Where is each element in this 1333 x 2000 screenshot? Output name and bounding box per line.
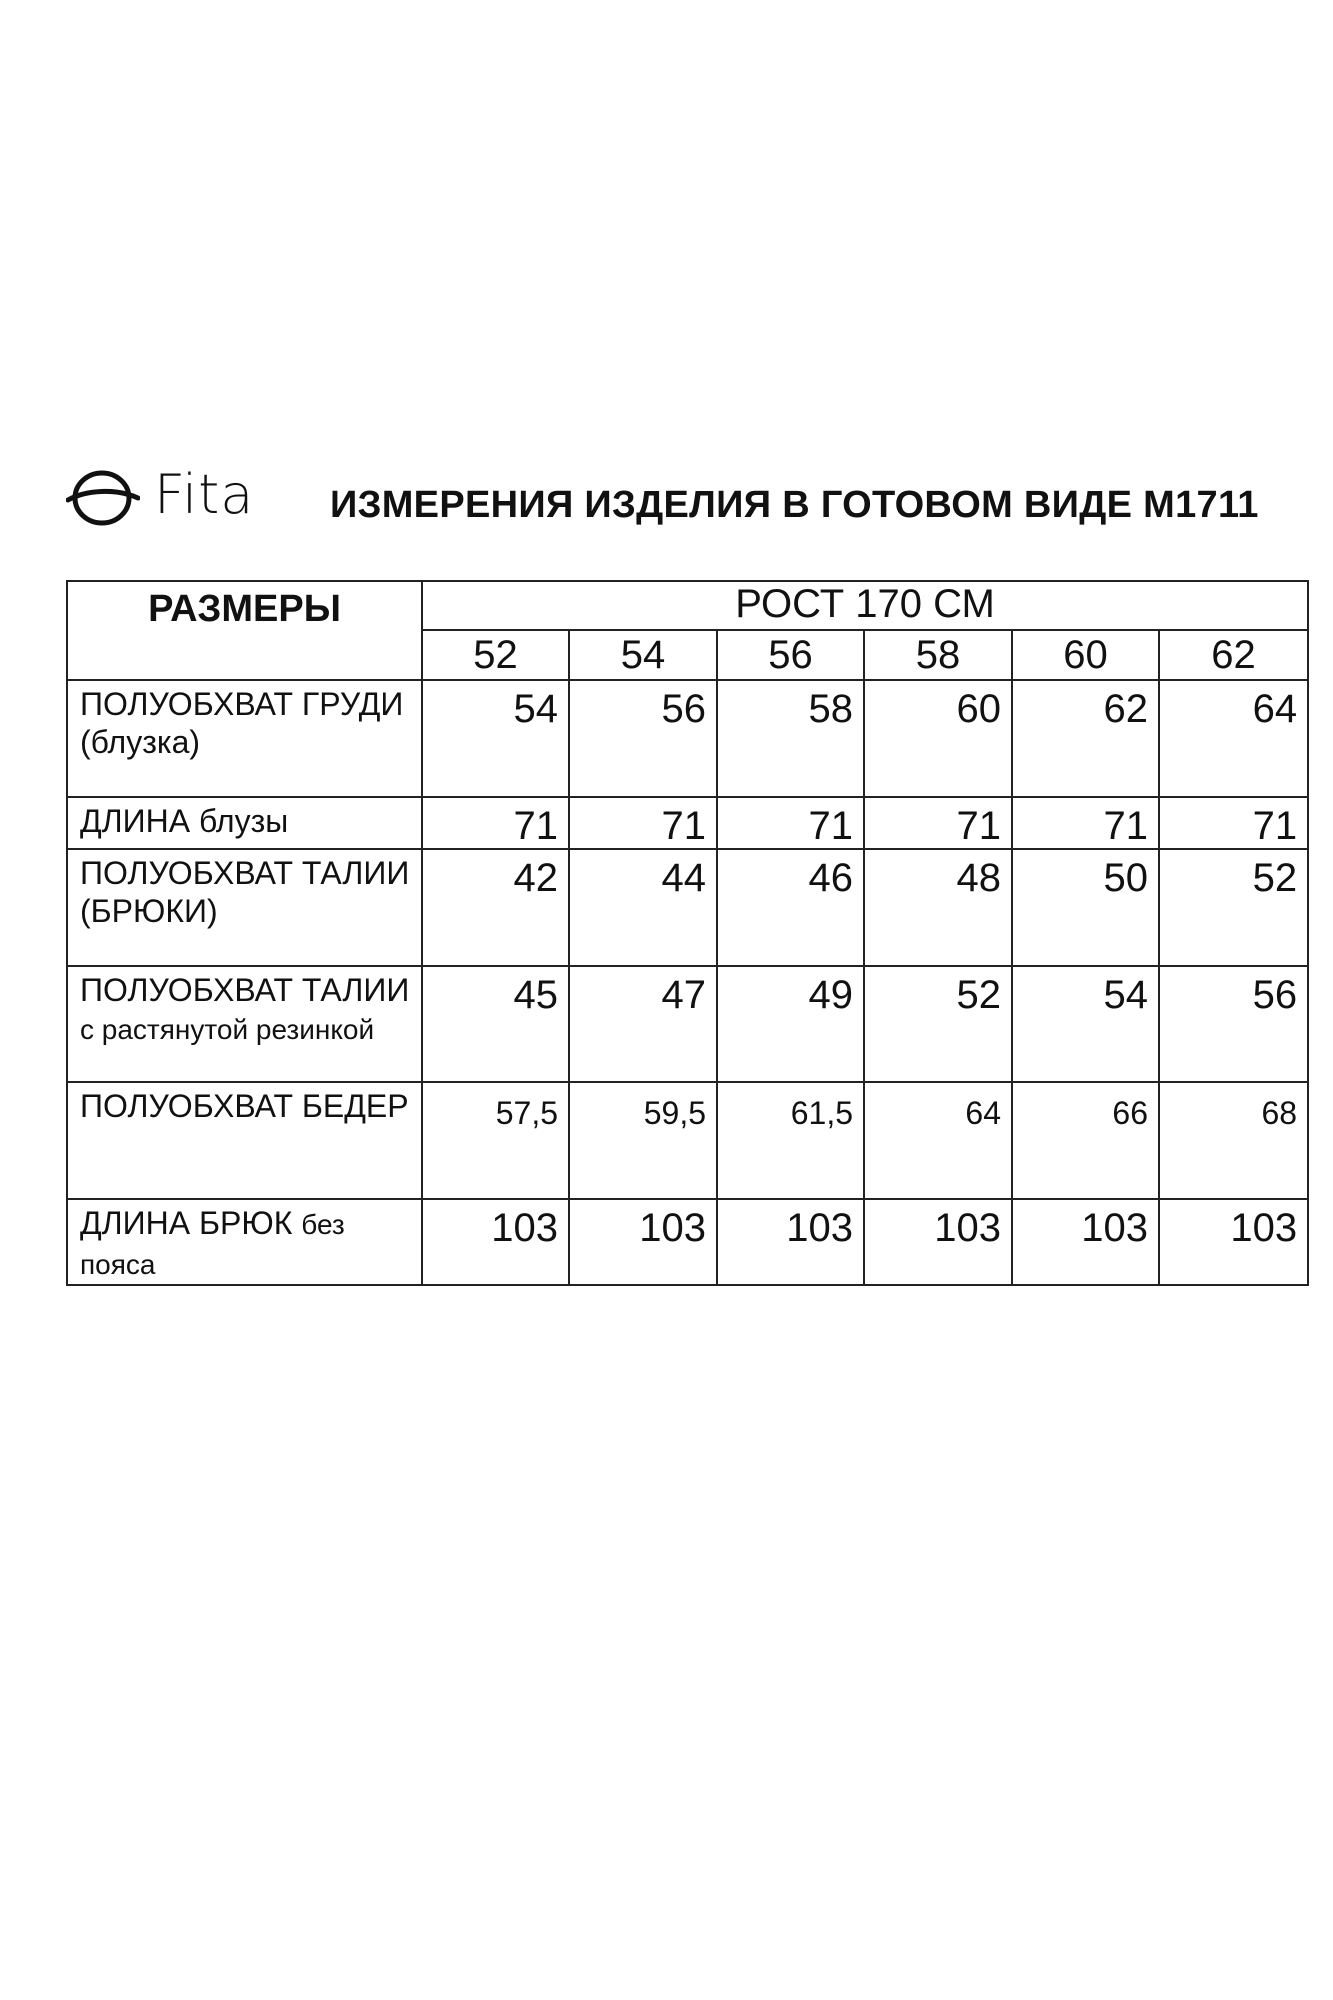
table-cell: 66 bbox=[1012, 1082, 1159, 1199]
table-cell: 56 bbox=[1159, 966, 1308, 1082]
table-cell: 103 bbox=[1159, 1199, 1308, 1285]
table-cell: 57,5 bbox=[422, 1082, 569, 1199]
row-label-main: ПОЛУОБХВАТ БЕДЕР bbox=[80, 1088, 409, 1124]
table-cell: 61,5 bbox=[717, 1082, 864, 1199]
table-cell: 71 bbox=[717, 797, 864, 849]
table-cell: 71 bbox=[1012, 797, 1159, 849]
row-label bbox=[67, 1199, 422, 1285]
table-cell: 54 bbox=[422, 680, 569, 797]
brand-logo bbox=[66, 462, 254, 528]
row-label-sub: без пояса bbox=[80, 1209, 345, 1280]
table-cell: 103 bbox=[422, 1199, 569, 1285]
row-label-sub: с растянутой резинкой bbox=[80, 1014, 375, 1045]
table-row bbox=[67, 1082, 1308, 1199]
row-label-main: ДЛИНА блузы bbox=[80, 803, 289, 839]
table-cell: 64 bbox=[864, 1082, 1012, 1199]
row-label bbox=[67, 849, 422, 966]
table-cell: 48 bbox=[864, 849, 1012, 966]
table-row bbox=[67, 1199, 1308, 1285]
table-cell: 60 bbox=[864, 680, 1012, 797]
table-cell: 103 bbox=[1012, 1199, 1159, 1285]
height-header: РОСТ 170 СМ bbox=[422, 581, 1308, 630]
table-cell: 103 bbox=[569, 1199, 717, 1285]
table-cell: 56 bbox=[569, 680, 717, 797]
size-header: 58 bbox=[864, 630, 1012, 680]
table-cell: 50 bbox=[1012, 849, 1159, 966]
row-label-main: ПОЛУОБХВАТ ГРУДИ (блузка) bbox=[80, 686, 404, 760]
row-label bbox=[67, 680, 422, 797]
table-cell: 49 bbox=[717, 966, 864, 1082]
size-chart-table bbox=[66, 580, 1309, 1286]
table-cell: 58 bbox=[717, 680, 864, 797]
page-title: ИЗМЕРЕНИЯ ИЗДЕЛИЯ В ГОТОВОМ ВИДЕ M1711 bbox=[330, 484, 1259, 526]
row-label-main: ПОЛУОБХВАТ ТАЛИИ (БРЮКИ) bbox=[80, 855, 410, 929]
table-cell: 42 bbox=[422, 849, 569, 966]
table-cell: 71 bbox=[864, 797, 1012, 849]
table-row bbox=[67, 849, 1308, 966]
table-cell: 52 bbox=[1159, 849, 1308, 966]
table-row bbox=[67, 966, 1308, 1082]
table-cell: 103 bbox=[864, 1199, 1012, 1285]
table-cell: 71 bbox=[1159, 797, 1308, 849]
size-header: 62 bbox=[1159, 630, 1308, 680]
table-cell: 59,5 bbox=[569, 1082, 717, 1199]
row-label bbox=[67, 797, 422, 849]
table-cell: 44 bbox=[569, 849, 717, 966]
table-cell: 103 bbox=[717, 1199, 864, 1285]
table-cell: 47 bbox=[569, 966, 717, 1082]
row-label bbox=[67, 966, 422, 1082]
fita-theta-icon bbox=[66, 462, 140, 528]
table-cell: 64 bbox=[1159, 680, 1308, 797]
table-cell: 71 bbox=[569, 797, 717, 849]
table-cell: 45 bbox=[422, 966, 569, 1082]
table-cell: 46 bbox=[717, 849, 864, 966]
table-cell: 71 bbox=[422, 797, 569, 849]
table-cell: 68 bbox=[1159, 1082, 1308, 1199]
table-cell: 62 bbox=[1012, 680, 1159, 797]
row-label-main: ДЛИНА БРЮК bbox=[80, 1205, 293, 1241]
table-cell: 54 bbox=[1012, 966, 1159, 1082]
row-label-main: ПОЛУОБХВАТ ТАЛИИ bbox=[80, 972, 410, 1008]
size-header: 56 bbox=[717, 630, 864, 680]
sizes-header: РАЗМЕРЫ bbox=[67, 581, 422, 680]
brand-logo-text: Fita bbox=[154, 463, 255, 526]
size-header: 60 bbox=[1012, 630, 1159, 680]
table-cell: 52 bbox=[864, 966, 1012, 1082]
size-header: 52 bbox=[422, 630, 569, 680]
size-header: 54 bbox=[569, 630, 717, 680]
row-label bbox=[67, 1082, 422, 1199]
header-row-height bbox=[67, 581, 1308, 630]
table-row bbox=[67, 680, 1308, 797]
table-row bbox=[67, 797, 1308, 849]
